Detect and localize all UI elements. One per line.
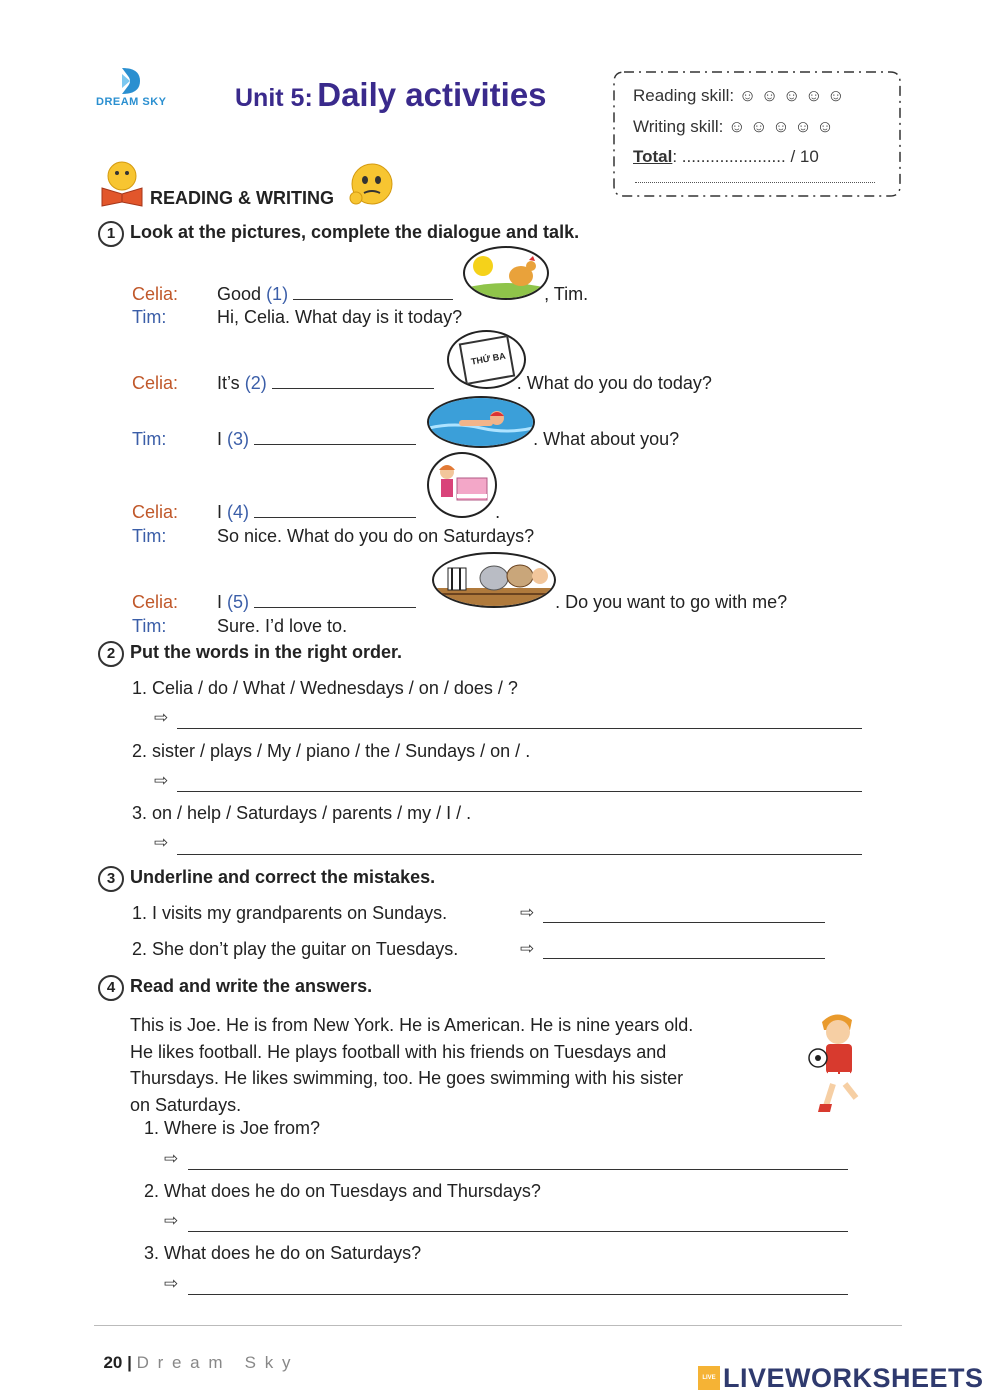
liveworksheets-logo-icon: LIVE	[698, 1366, 720, 1390]
line-text: It’s	[217, 373, 240, 393]
page-number: 20	[103, 1353, 123, 1372]
footer-divider	[94, 1325, 902, 1326]
ex4-title: Read and write the answers.	[130, 976, 373, 996]
zoo-picture	[432, 552, 556, 608]
ex2-item: 1. Celia / do / What / Wednesdays / on / does / ?	[132, 678, 518, 698]
reading-emoji-icon	[98, 158, 146, 208]
line-text: I	[217, 592, 223, 612]
blank-number: (5)	[227, 592, 250, 612]
calendar-label: THỨ BA	[470, 350, 507, 367]
reading-skill-label: Reading skill: ☺ ☺ ☺ ☺ ☺	[633, 86, 845, 105]
ex3-heading	[98, 866, 435, 892]
arrow-icon: ⇨	[154, 833, 169, 852]
score-dotted-line	[635, 182, 875, 183]
dialogue-line	[132, 526, 534, 547]
line-text-after: . What about you?	[533, 429, 680, 449]
ex2-item: 3. on / help / Saturdays / parents / my / I / .	[132, 803, 472, 823]
arrow-icon: ⇨	[520, 939, 535, 958]
swimming-picture	[427, 396, 535, 448]
total-score[interactable]: : ...................... / 10	[672, 147, 819, 166]
speaker-label: Celia:	[132, 373, 179, 393]
rooster-sun-icon	[465, 248, 547, 298]
answer-blank-5[interactable]	[254, 589, 416, 608]
answer-blank-2[interactable]	[272, 370, 434, 389]
ex3-answer-line-1[interactable]	[543, 922, 825, 923]
piano-picture	[427, 452, 497, 518]
unit-title: Daily activities	[317, 76, 547, 113]
dream-sky-logo-icon	[96, 66, 176, 96]
line-text-after: .	[495, 502, 501, 522]
passage-line: on Saturdays.	[130, 1094, 242, 1115]
ex2-title: Put the words in the right order.	[130, 642, 403, 662]
swimmer-icon	[429, 398, 533, 446]
ex3-title: Underline and correct the mistakes.	[130, 867, 436, 887]
passage-line: Thursdays. He likes swimming, too. He goes swimming with his sister	[130, 1068, 684, 1088]
dialogue-line	[132, 616, 347, 637]
arrow-icon: ⇨	[520, 903, 535, 922]
dialogue-line	[132, 307, 462, 328]
footer	[94, 1333, 292, 1373]
total-row	[633, 147, 819, 167]
ex4-question: 3. What does he do on Saturdays?	[144, 1243, 422, 1263]
ex1-number: 1	[98, 221, 124, 247]
arrow-icon: ⇨	[164, 1149, 179, 1168]
watermark-text: LIVEWORKSHEETS	[723, 1362, 984, 1393]
section-title: READING & WRITING	[150, 188, 334, 208]
blank-number: (1)	[266, 284, 289, 304]
arrow-icon: ⇨	[154, 708, 169, 727]
zoo-animals-icon	[434, 554, 554, 606]
speaker-label: Celia:	[132, 592, 179, 612]
ex3-answer-line-2[interactable]	[543, 958, 825, 959]
ex1-heading	[98, 221, 579, 247]
page-title	[235, 76, 547, 114]
arrow-icon: ⇨	[164, 1211, 179, 1230]
line-text-after: . Do you want to go with me?	[555, 592, 788, 612]
ex2-heading	[98, 641, 402, 667]
blank-number: (2)	[244, 373, 267, 393]
answer-blank-4[interactable]	[254, 499, 416, 518]
speaker-label: Tim:	[132, 429, 167, 449]
logo	[96, 66, 176, 112]
passage-line: This is Joe. He is from New York. He is American. He is nine years old.	[130, 1015, 694, 1035]
logo-text: DREAM SKY	[96, 96, 167, 108]
line-text: Hi, Celia. What day is it today?	[217, 307, 463, 327]
ex2-number: 2	[98, 641, 124, 667]
speaker-label: Celia:	[132, 502, 179, 522]
ex4-number: 4	[98, 975, 124, 1001]
speaker-label: Celia:	[132, 284, 179, 304]
ex4-heading	[98, 975, 372, 1001]
ex1-title: Look at the pictures, complete the dialogue and talk.	[130, 222, 580, 242]
ex2-answer-line-2[interactable]	[177, 791, 862, 792]
calendar-picture	[447, 330, 526, 389]
line-text: I	[217, 429, 223, 449]
line-text: Sure. I’d love to.	[217, 616, 348, 636]
arrow-icon: ⇨	[154, 771, 169, 790]
line-text: Good	[217, 284, 262, 304]
football-boy-icon	[806, 1008, 868, 1118]
blank-number: (3)	[227, 429, 250, 449]
line-text: I	[217, 502, 223, 522]
blank-number: (4)	[227, 502, 250, 522]
line-text-after: . What do you do today?	[516, 373, 712, 393]
speaker-label: Tim:	[132, 616, 167, 636]
thinking-emoji-icon	[346, 160, 396, 210]
ex3-item: 1. I visits my grandparents on Sundays.	[132, 903, 448, 923]
line-text: So nice. What do you do on Saturdays?	[217, 526, 535, 546]
watermark	[698, 1362, 984, 1394]
unit-prefix: Unit 5:	[235, 84, 313, 112]
ex4-answer-line-3[interactable]	[188, 1294, 848, 1295]
good-morning-picture	[463, 246, 549, 300]
ex4-question: 2. What does he do on Tuesdays and Thursdays?	[144, 1181, 541, 1201]
speaker-label: Tim:	[132, 526, 167, 546]
piano-girl-icon	[429, 454, 495, 516]
passage-line: He likes football. He plays football with his friends on Tuesdays and	[130, 1041, 667, 1062]
ex4-answer-line-2[interactable]	[188, 1231, 848, 1232]
ex2-item: 2. sister / plays / My / piano / the / Sundays / on / .	[132, 741, 531, 761]
ex2-answer-line-3[interactable]	[177, 854, 862, 855]
total-label: Total	[633, 147, 673, 166]
ex4-question: 1. Where is Joe from?	[144, 1118, 321, 1138]
arrow-icon: ⇨	[164, 1274, 179, 1293]
dialogue-line	[132, 370, 712, 394]
ex4-answer-line-1[interactable]	[188, 1169, 848, 1170]
dialogue-line	[132, 426, 679, 450]
speaker-label: Tim:	[132, 307, 167, 327]
line-text-after: , Tim.	[544, 284, 589, 304]
answer-blank-1[interactable]	[293, 281, 453, 300]
writing-skill-label: Writing skill: ☺ ☺ ☺ ☺ ☺	[633, 117, 834, 136]
footer-separator: |	[127, 1353, 132, 1372]
answer-blank-3[interactable]	[254, 426, 416, 445]
calendar-icon	[449, 332, 524, 387]
ex3-number: 3	[98, 866, 124, 892]
reading-passage	[130, 1012, 760, 1118]
ex3-item: 2. She don’t play the guitar on Tuesdays.	[132, 939, 459, 959]
footer-brand: D r e a m S k y	[136, 1353, 293, 1372]
ex2-answer-line-1[interactable]	[177, 728, 862, 729]
